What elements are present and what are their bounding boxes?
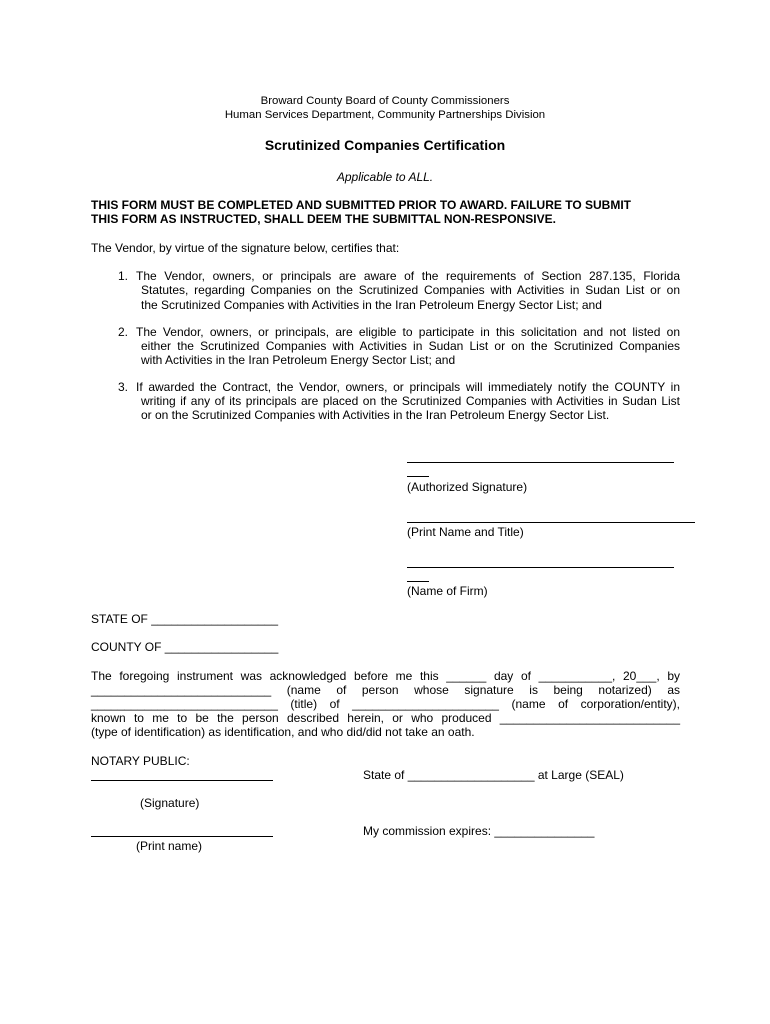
item-line: Statutes, regarding Companies on the Scrutinized Companies with Activities in Sudan List or on	[141, 283, 680, 297]
acknowledgment-line: The foregoing instrument was acknowledged before me this ______ day of ___________, 20___, by	[91, 669, 680, 683]
item-line: The Vendor, owners, or principals, are eligible to participate in this solicitation and not listed on	[136, 325, 680, 339]
notary-print-name-field[interactable]	[91, 836, 273, 837]
item-line: or on the Scrutinized Companies with Activities in the Iran Petroleum Energy Sector List.	[141, 408, 610, 422]
warning-line-2: THIS FORM AS INSTRUCTED, SHALL DEEM THE SUBMITTAL NON-RESPONSIVE.	[91, 212, 556, 226]
notary-signature-field[interactable]	[91, 780, 273, 781]
org-name-line: Broward County Board of County Commissioners	[260, 95, 510, 107]
form-title: Scrutinized Companies Certification	[264, 137, 506, 153]
item-number: 2.	[118, 325, 129, 339]
state-at-large-field[interactable]: State of ___________________ at Large (SEAL)	[363, 768, 624, 782]
signature-line-tail	[407, 476, 429, 477]
department-line: Human Services Department, Community Partnerships Division	[224, 109, 546, 121]
signature-line	[407, 462, 674, 463]
notary-public-heading: NOTARY PUBLIC:	[91, 754, 190, 768]
acknowledgment-line: known to me to be the person described herein, or who produced ___________________________	[91, 711, 680, 725]
firm-line-tail	[407, 581, 429, 582]
item-number: 1.	[118, 269, 129, 283]
notary-print-name-label: (Print name)	[136, 839, 203, 853]
item-line: the Scrutinized Companies with Activities in the Iran Petroleum Energy Sector List; and	[141, 298, 602, 312]
item-line: either the Scrutinized Companies with Activities in Sudan List or on the Scrutinized Companies	[141, 339, 680, 353]
warning-line-1: THIS FORM MUST BE COMPLETED AND SUBMITTED PRIOR TO AWARD. FAILURE TO SUBMIT	[91, 198, 631, 212]
print-name-title-field[interactable]	[407, 522, 695, 523]
item-line: The Vendor, owners, or principals are aware of the requirements of Section 287.135, Florida	[136, 269, 680, 283]
acknowledgment-line: ____________________________ (title) of ______________________ (name of corporation/entity),	[91, 697, 680, 711]
authorized-signature-label: (Authorized Signature)	[407, 480, 528, 494]
state-of-field[interactable]: STATE OF ___________________	[91, 612, 279, 626]
applicable-note: Applicable to ALL.	[336, 170, 434, 184]
item-line: with Activities in the Iran Petroleum Energy Sector List; and	[141, 353, 456, 367]
notary-signature-label: (Signature)	[140, 796, 200, 810]
intro-text: The Vendor, by virtue of the signature below, certifies that:	[91, 241, 400, 255]
print-name-title-label: (Print Name and Title)	[407, 525, 524, 539]
item-line: writing if any of its principals are placed on the Scrutinized Companies with Activities in Sudan List	[141, 394, 680, 408]
acknowledgment-line: (type of identification) as identification, and who did/did not take an oath.	[91, 725, 475, 739]
firm-name-label: (Name of Firm)	[407, 584, 488, 598]
county-of-field[interactable]: COUNTY OF _________________	[91, 640, 279, 654]
commission-expires-field[interactable]: My commission expires: _______________	[363, 824, 595, 838]
acknowledgment-line: ___________________________ (name of person whose signature is being notarized) as	[91, 683, 680, 697]
firm-line	[407, 567, 674, 568]
item-line: If awarded the Contract, the Vendor, owners, or principals will immediately notify the COUNTY in	[136, 380, 680, 394]
item-number: 3.	[118, 380, 129, 394]
